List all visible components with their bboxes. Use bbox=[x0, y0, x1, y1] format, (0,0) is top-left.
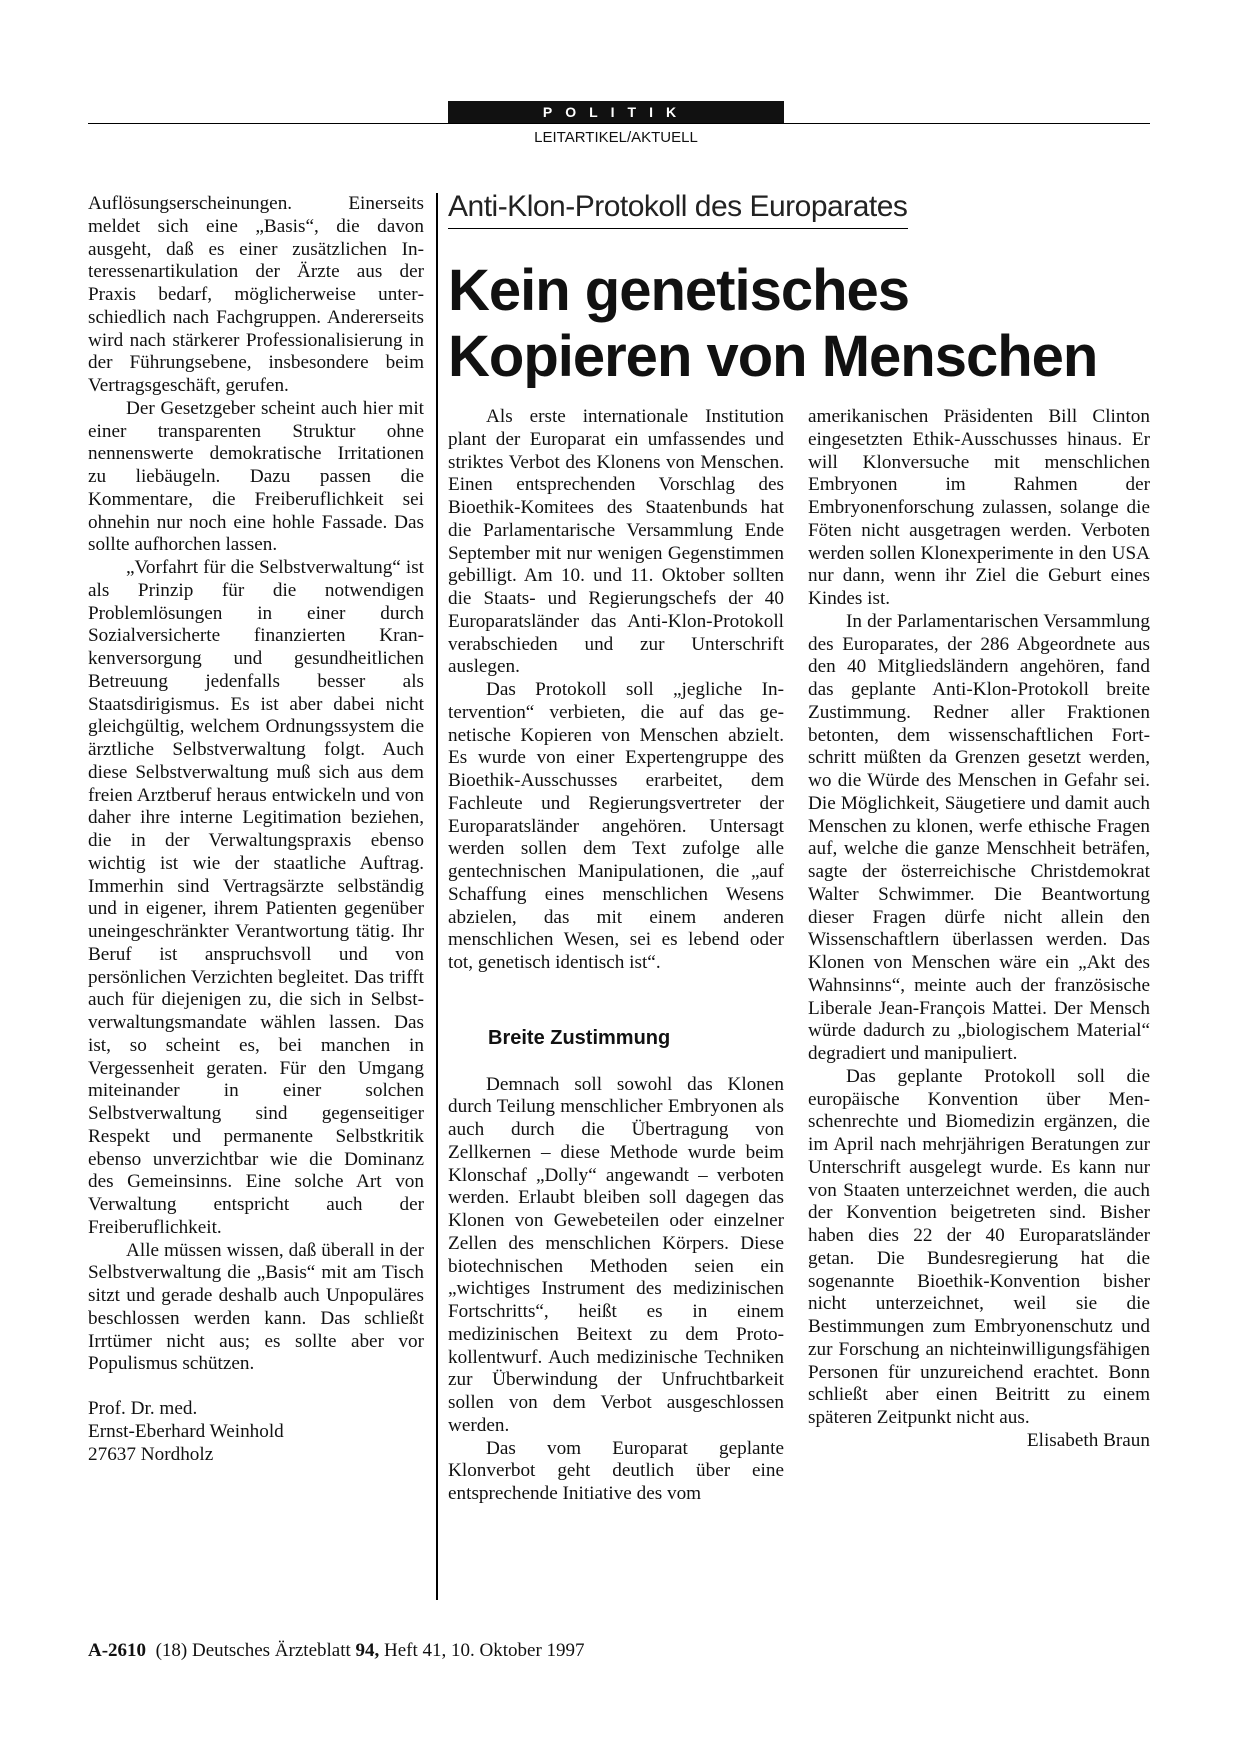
column-rule bbox=[436, 193, 438, 1600]
page-footer bbox=[88, 1640, 585, 1662]
right-column bbox=[808, 406, 1150, 1453]
volume: 94, bbox=[355, 1640, 380, 1661]
article-paragraph: Das Protokoll soll „jegliche Intervention“ verbieten, die auf das genetische Kopieren von Menschen abzielt. Es wurde von einer Expertengruppe des Bioethik-Ausschusses erarbeitet, dem Fachleute und Regierungsvertreter der Europaratsländer angehören. Untersagt werden sollen dem Text zufolge alle gentechnischen Manipulationen, die „auf Schaffung eines menschlichen Wesens abzielen, das mit einem anderen menschlichen Wesen, sei es lebend oder tot, genetisch identisch ist“. bbox=[448, 679, 784, 973]
left-column bbox=[88, 193, 424, 1466]
left-paragraph: Der Gesetzgeber scheint auch hier mit einer transparenten Struktur ohne nennenswerte demokratische Irritationen zu liebäugeln. Dazu passen die Kommentare, die Freiberuflichkeit sei ohnehin nur noch eine hohle Fassade. Das sollte aufhorchen lassen. bbox=[88, 397, 424, 556]
page-code: A-2610 bbox=[88, 1640, 147, 1661]
article-paragraph: Als erste internationale Institution plant der Europarat ein umfassendes und striktes Verbot des Klonens von Menschen. Einen entsprechenden Vorschlag des Bioethik-Komitees des Staatenbunds hat die Parlamentarische Versammlung Ende September mit nur wenigen Gegenstimmen gebilligt. Am 10. und 11. Oktober sollten die Staats- und Regierungschefs der 40 Europaratsländer das Anti-Klon-Protokoll verabschieden und zur Unterschrift auslegen. bbox=[448, 406, 784, 678]
issue-date: Heft 41, 10. Oktober 1997 bbox=[384, 1640, 585, 1661]
subsection-label: LEITARTIKEL/AKTUELL bbox=[534, 129, 698, 146]
left-paragraph: Auflösungserscheinungen. Einerseits meldet sich eine „Basis“, die davon ausgeht, daß es einer zusätzlichen Interessenartikulation der Ärzte aus der Praxis bedarf, möglicherweise unterschiedlich nach Fachgruppen. Andererseits wird nach stärkerer Professionalisierung in der Führungsebene, insbesondere beim Vertragsgeschäft, gerufen. bbox=[88, 193, 424, 396]
section-label: POLITIK bbox=[448, 101, 784, 123]
article-headline bbox=[448, 258, 1168, 390]
middle-column bbox=[448, 406, 784, 1506]
headline-line: Kopieren von Menschen bbox=[448, 324, 1098, 389]
article-paragraph: amerikanischen Präsidenten Bill Clinton eingesetzten Ethik-Ausschusses hinaus. Er will Klonversuche mit menschlichen Embryonen im Rahmen der Embryonenforschung zulassen, solange die Föten nicht ausgetragen werden. Verboten werden sollen Klonexperimente in den USA nur dann, wenn ihr Ziel die Geburt eines Kindes ist. bbox=[808, 406, 1150, 609]
signature-line: Prof. Dr. med. bbox=[88, 1398, 198, 1419]
article-paragraph: Das geplante Protokoll soll die europäische Konvention über Menschenrechte und Biomedizin ergänzen, die im April nach mehrjährigen Beratungen zur Unterschrift ausgelegt wurde. Es kann nur von Staaten unterzeichnet werden, die auch der Konvention beigetreten sind. Bisher haben dies 22 der 40 Europaratsländer getan. Die Bundesregierung hat die sogenannte Bioethik-Konvention bisher nicht unterzeichnet, weil sie die Bestimmungen zum Embryonenschutz und zur Forschung an nichteinwilligungsfähigen Personen für unzureichend erachtet. Bonn schließt aber einen Beitritt zu einem späteren Zeitpunkt nicht aus. bbox=[808, 1065, 1150, 1428]
article-paragraph: In der Parlamentarischen Versammlung des Europarates, der 286 Abgeordnete aus den 40 Mitgliedsländern angehören, fand das geplante Anti-Klon-Protokoll breite Zustimmung. Redner aller Fraktionen betonten, dem wissenschaftlichen Fortschritt müßten da Grenzen gesetzt werden, wo die Würde des Menschen in Gefahr sei. Die Möglichkeit, Säugetiere und damit auch Menschen zu klonen, werfe ethische Fragen auf, welche die ganze Menschheit beträfen, sagte der österreichische Christdemokrat Walter Schwimmer. Die Beantwortung dieser Fragen dürfe nicht allein den Wissenschaftlern überlassen werden. Das Klonen von Menschen wäre ein „Akt des Wahnsinns“, meinte auch der französische Liberale Jean-François Mattei. Der Mensch würde dadurch zu „biologischem Material“ degradiert und manipuliert. bbox=[808, 610, 1150, 1064]
publication-name: Deutsches Ärzteblatt bbox=[191, 1640, 351, 1661]
article-author: Elisabeth Braun bbox=[1026, 1429, 1150, 1451]
page-number: (18) bbox=[155, 1640, 188, 1661]
left-paragraph: „Vorfahrt für die Selbstverwaltung“ ist als Prinzip für die notwendigen Problemlösungen in einer durch Sozialversicherte finanzierten Krankenversorgung und gesundheitlichen Betreuung jedenfalls besser als Staatsdirigismus. Es ist aber dabei nicht gleichgültig, welchem Ordnungssystem die ärztliche Selbstverwaltung folgt. Auch diese Selbstverwaltung muß sich aus dem freien Arztberuf heraus entwickeln und von daher ihre interne Legitimation beziehen, die in der Verwaltungspraxis ebenso wichtig ist wie der staatliche Auftrag. Immerhin sind Vertragsärzte selbständig und in eigener, ihrem Patienten gegenüber uneingeschränkter Verantwortung tätig. Ihr Beruf ist anspruchsvoll und von persönlichen Verzichten begleitet. Das trifft auch für diejenigen zu, die sich in Selbstverwaltungsmandate wählen lassen. Das ist, so scheint es, bei manchen in Vergessenheit geraten. Für den Umgang miteinander in einer solchen Selbstverwaltung sind gegenseitiger Respekt und permanente Selbstkritik ebenso unverzichtbar wie die Dominanz des Gemeinsinns. Eine solche Art von Verwaltung entspricht auch der Freiberuflichkeit. bbox=[88, 557, 424, 1238]
article-subheading: Breite Zustimmung bbox=[488, 1026, 671, 1049]
signature-line: 27637 Nordholz bbox=[88, 1443, 214, 1465]
signature bbox=[88, 1398, 424, 1466]
headline-line: Kein genetisches bbox=[448, 258, 910, 323]
left-paragraph: Alle müssen wissen, daß überall in der Selbstverwaltung die „Basis“ mit am Tisch sitzt und gerade deshalb auch Unpopuläres beschlossen werden kann. Das schließt Irrtümer nicht aus; es sollte aber vor Populismus schützen. bbox=[88, 1239, 424, 1375]
header-rule bbox=[88, 123, 1150, 124]
article-paragraph: Demnach soll sowohl das Klonen durch Teilung menschlicher Embryonen als auch durch die Übertragung von Zellkernen – diese Methode wurde beim Klonschaf „Dolly“ angewandt – verboten werden. Erlaubt bleiben soll dagegen das Klonen von Gewebeteilen oder einzelner Zellen des menschlichen Körpers. Diese biotechnischen Methoden seien ein „wichtiges Instrument des medizinischen Fortschritts“, heißt es in einem medizinischen Beitext zu dem Protokollentwurf. Auch medizinische Techniken zur Überwindung der Unfruchtbarkeit sollen von dem Verbot ausgeschlossen werden. bbox=[448, 1073, 784, 1436]
signature-line: Ernst-Eberhard Weinhold bbox=[88, 1420, 284, 1442]
article-kicker: Anti-Klon-Protokoll des Europarates bbox=[448, 190, 908, 229]
article-paragraph: Das vom Europarat geplante Klonverbot geht deutlich über eine entsprechende Initiative des vom bbox=[448, 1437, 784, 1504]
